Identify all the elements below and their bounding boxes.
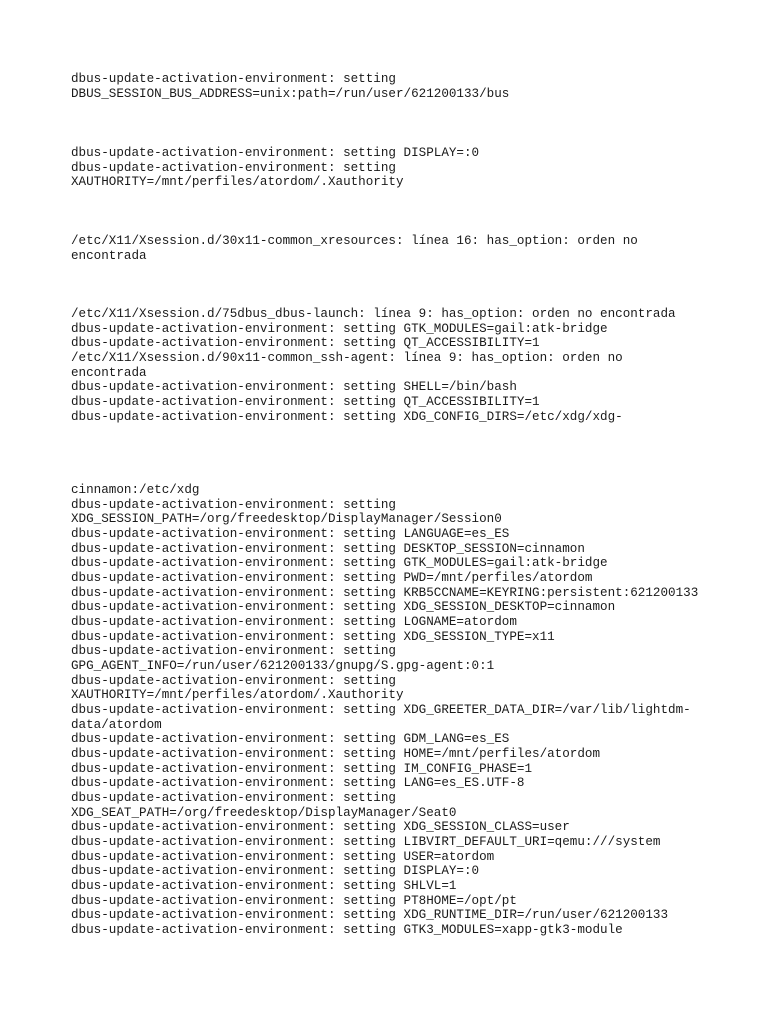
log-line: dbus-update-activation-environment: setting USER=atordom	[71, 849, 495, 864]
log-line: cinnamon:/etc/xdg	[71, 483, 200, 497]
log-line: dbus-update-activation-environment: setting SHELL=/bin/bash	[71, 380, 517, 395]
log-block-xresources	[71, 234, 731, 263]
log-line: dbus-update-activation-environment: setting PWD=/mnt/perfiles/atordom	[71, 571, 593, 586]
log-line: dbus-update-activation-environment: setting	[71, 673, 396, 688]
log-line: dbus-update-activation-environment: setting PT8HOME=/opt/pt	[71, 893, 517, 908]
log-line: dbus-update-activation-environment: setting LOGNAME=atordom	[71, 615, 517, 630]
log-block-bus-address	[71, 72, 731, 101]
log-line: dbus-update-activation-environment: setting QT_ACCESSIBILITY=1	[71, 395, 540, 410]
log-line: dbus-update-activation-environment: setting XDG_RUNTIME_DIR=/run/user/621200133	[71, 908, 669, 923]
log-line: DBUS_SESSION_BUS_ADDRESS=unix:path=/run/user/621200133/bus	[71, 86, 510, 101]
log-line: dbus-update-activation-environment: setting XDG_SESSION_TYPE=x11	[71, 629, 555, 644]
log-line: dbus-update-activation-environment: setting	[71, 791, 396, 806]
log-line: dbus-update-activation-environment: setting	[71, 160, 396, 175]
log-line: dbus-update-activation-environment: setting XDG_CONFIG_DIRS=/etc/xdg/xdg-	[71, 409, 623, 424]
log-line: encontrada	[71, 248, 147, 263]
log-line: /etc/X11/Xsession.d/30x11-common_xresources: línea 16: has_option: orden no	[71, 234, 638, 248]
log-line: dbus-update-activation-environment: setting IM_CONFIG_PHASE=1	[71, 761, 533, 776]
log-line: dbus-update-activation-environment: setting XDG_SESSION_CLASS=user	[71, 820, 570, 835]
log-line: data/atordom	[71, 717, 162, 732]
log-line: dbus-update-activation-environment: setting LIBVIRT_DEFAULT_URI=qemu:///system	[71, 835, 661, 850]
log-line: /etc/X11/Xsession.d/90x11-common_ssh-agent: línea 9: has_option: orden no	[71, 351, 623, 366]
log-line: dbus-update-activation-environment: setting LANGUAGE=es_ES	[71, 527, 510, 542]
log-line: dbus-update-activation-environment: setting	[71, 72, 396, 86]
log-line: dbus-update-activation-environment: setting XDG_SESSION_DESKTOP=cinnamon	[71, 600, 616, 615]
log-block-environment	[71, 483, 731, 938]
log-line: dbus-update-activation-environment: setting KRB5CCNAME=KEYRING:persistent:621200133	[71, 585, 699, 600]
log-line: XDG_SESSION_PATH=/org/freedesktop/DisplayManager/Session0	[71, 512, 502, 527]
log-line: dbus-update-activation-environment: setting GDM_LANG=es_ES	[71, 732, 510, 747]
log-line: XAUTHORITY=/mnt/perfiles/atordom/.Xauthority	[71, 175, 404, 190]
log-line: dbus-update-activation-environment: setting	[71, 497, 396, 512]
log-line: /etc/X11/Xsession.d/75dbus_dbus-launch: línea 9: has_option: orden no encontrada	[71, 307, 676, 321]
log-line: dbus-update-activation-environment: setting QT_ACCESSIBILITY=1	[71, 336, 540, 351]
log-line: dbus-update-activation-environment: setting GTK_MODULES=gail:atk-bridge	[71, 556, 608, 571]
log-line: dbus-update-activation-environment: setting SHLVL=1	[71, 879, 457, 894]
log-line: dbus-update-activation-environment: setting GTK_MODULES=gail:atk-bridge	[71, 321, 608, 336]
log-line: GPG_AGENT_INFO=/run/user/621200133/gnupg/S.gpg-agent:0:1	[71, 659, 495, 674]
log-line: dbus-update-activation-environment: setting XDG_GREETER_DATA_DIR=/var/lib/lightdm-	[71, 703, 691, 718]
log-line: XDG_SEAT_PATH=/org/freedesktop/DisplayManager/Seat0	[71, 805, 457, 820]
log-line: dbus-update-activation-environment: setting DISPLAY=:0	[71, 864, 480, 879]
log-line: dbus-update-activation-environment: setting DESKTOP_SESSION=cinnamon	[71, 541, 585, 556]
log-line: dbus-update-activation-environment: setting LANG=es_ES.UTF-8	[71, 776, 525, 791]
log-line: dbus-update-activation-environment: setting HOME=/mnt/perfiles/atordom	[71, 747, 601, 762]
log-line: dbus-update-activation-environment: setting DISPLAY=:0	[71, 146, 480, 160]
log-block-display	[71, 146, 731, 190]
log-line: dbus-update-activation-environment: setting	[71, 644, 396, 659]
log-line: XAUTHORITY=/mnt/perfiles/atordom/.Xauthority	[71, 688, 404, 703]
log-line: encontrada	[71, 365, 147, 380]
log-line: dbus-update-activation-environment: setting GTK3_MODULES=xapp-gtk3-module	[71, 923, 623, 938]
log-block-dbus-launch	[71, 307, 731, 424]
